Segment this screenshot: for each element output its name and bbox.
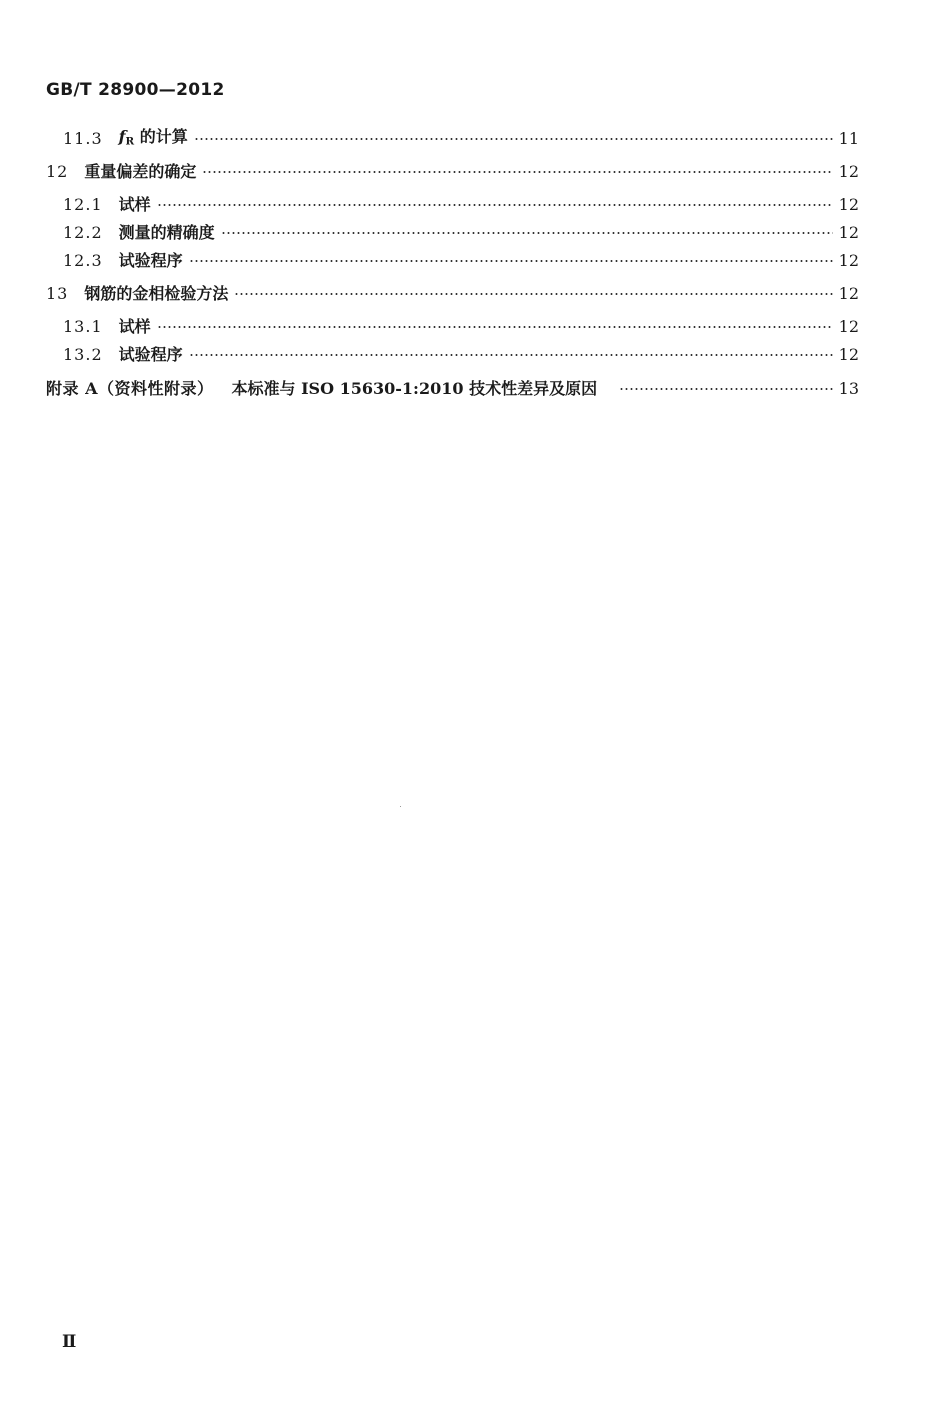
toc-entry-annex-a[interactable]	[46, 377, 859, 401]
toc-entry-number: 附录 A（资料性附录）	[46, 379, 214, 398]
scan-speck	[400, 806, 401, 807]
toc-entry-title: 钢筋的金相检验方法	[84, 284, 229, 303]
toc-entry-title-text: 的计算	[139, 126, 188, 146]
dot-leader	[157, 326, 833, 328]
toc-entry-title: 试验程序	[118, 251, 183, 270]
toc-entry-number: 12	[46, 162, 69, 181]
toc-entry-13-1[interactable]	[63, 315, 859, 339]
toc-entry-number: 12.2	[63, 223, 103, 242]
toc-entry-11-3[interactable]	[63, 127, 859, 151]
toc-entry-page: 12	[838, 317, 859, 336]
toc-entry-title: 本标准与 ISO 15630-1:2010 技术性差异及原因	[231, 379, 598, 398]
toc-entry-12[interactable]	[46, 160, 859, 184]
dot-leader	[221, 232, 833, 234]
toc-entry-12-2[interactable]	[63, 221, 859, 245]
dot-leader	[202, 171, 832, 173]
toc-entry-number: 13	[46, 284, 69, 303]
dot-leader	[234, 293, 832, 295]
page-number-footer: Ⅱ	[62, 1332, 77, 1352]
toc-entry-title: 试验程序	[118, 345, 183, 364]
toc-entry-title: 测量的精确度	[118, 223, 215, 242]
f-symbol: f	[118, 126, 126, 146]
r-subscript: R	[125, 135, 135, 148]
toc-entry-page: 12	[838, 284, 859, 303]
toc-entry-number: 12.1	[63, 195, 103, 214]
toc-entry-page: 13	[838, 379, 859, 398]
toc-entry-page: 11	[838, 129, 859, 148]
toc-entry-title: 试样	[118, 195, 151, 214]
toc-entry-13[interactable]	[46, 282, 859, 306]
toc-entry-page: 12	[838, 223, 859, 242]
toc-entry-13-2[interactable]	[63, 343, 859, 367]
toc-entry-number: 13.2	[63, 345, 103, 364]
toc-entry-page: 12	[838, 251, 859, 270]
dot-leader	[194, 138, 833, 140]
toc-entry-page: 12	[838, 345, 859, 364]
toc-entry-number: 13.1	[63, 317, 103, 336]
standard-code-header: GB/T 28900—2012	[46, 80, 225, 100]
dot-leader	[189, 354, 833, 356]
dot-leader	[189, 260, 833, 262]
toc-entry-number: 11.3	[63, 129, 103, 148]
dot-leader	[619, 388, 833, 390]
toc-entry-12-1[interactable]	[63, 193, 859, 217]
toc-entry-title	[119, 125, 188, 154]
toc-entry-title: 试样	[118, 317, 151, 336]
toc-entry-title: 重量偏差的确定	[84, 162, 197, 181]
toc-entry-12-3[interactable]	[63, 249, 859, 273]
table-of-contents	[0, 0, 950, 420]
toc-entry-page: 12	[838, 162, 859, 181]
toc-entry-page: 12	[838, 195, 859, 214]
toc-entry-number: 12.3	[63, 251, 103, 270]
dot-leader	[157, 204, 833, 206]
